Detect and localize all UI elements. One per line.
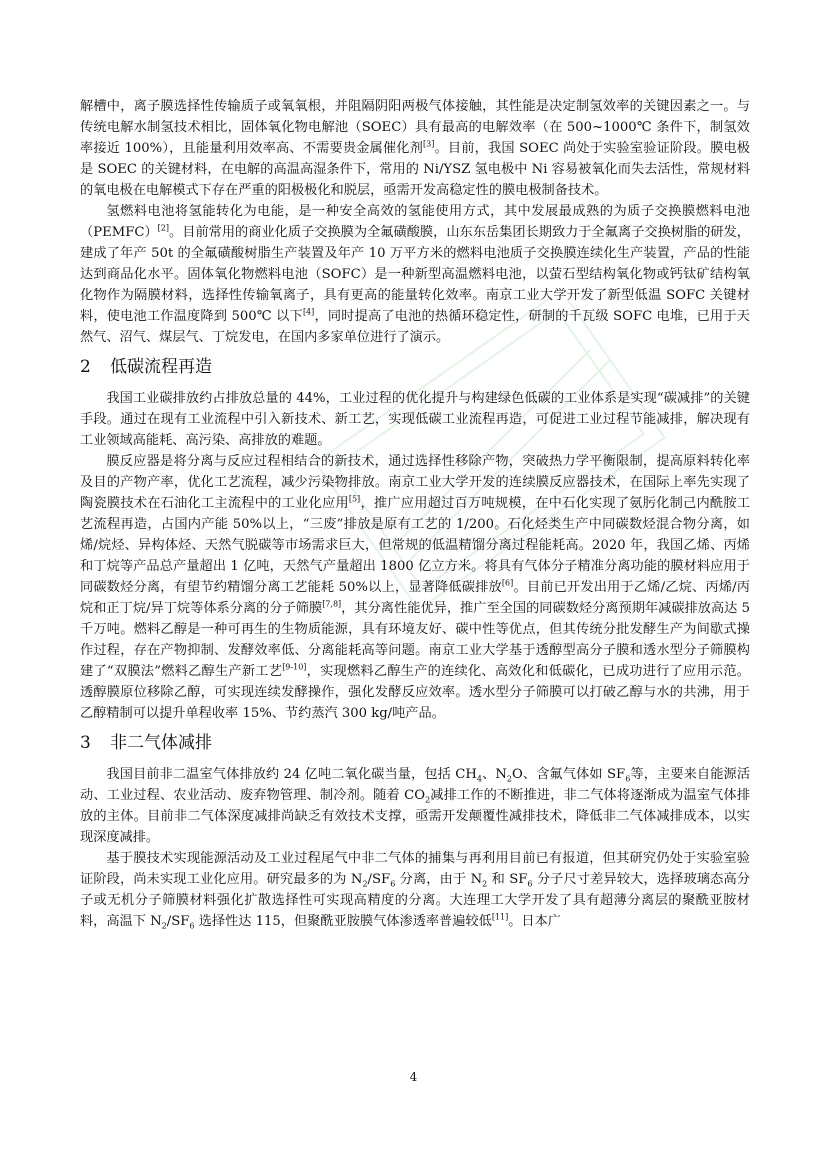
paragraph-soec: 解槽中，离子膜选择性传输质子或氧氧根，并阻隔阴阳两极气体接触，其性能是决定制氢效率的关键因素之一。与传统电解水制氢技术相比，固体氧化物电解池（SOEC）具有最高的电解效率（在 500~1000℃ 条件下，制氢效率接近 100%），且能量利用效率高、不需要贵金属催化剂[3]。目前，我国 SOEC 尚处于实验室验证阶段。膜电极是 SOEC 的关键材料，在电解的高温高湿条件下，常用的 Ni/YSZ 氢电极中 Ni 容易被氧化而失去活性，常规材料的氧电极在电解模式下存在严重的阳极极化和脱层，亟需开发高稳定性的膜电极制备技术。 bbox=[80, 99, 750, 198]
paragraph-industrial-emission: 我国工业碳排放约占排放总量的 44%，工业过程的优化提升与构建绿色低碳的工业体系是实现“碳减排”的关键手段。通过在现有工业流程中引入新技术、新工艺，实现低碳工业流程再造，可促进工业过程节能减排，解决现有工业领域高能耗、高污染、高排放的难题。 bbox=[80, 391, 750, 448]
paragraph-non-co2-gases: 我国目前非二温室气体排放约 24 亿吨二氧化碳当量，包括 $CH_4$、$N_2O$、含氟气体如 $SF_6$等，主要来自能源活动、工业过程、农业活动、废弃物管理、制冷剂。随着 $CO_2$减排工作的不断推进，非二气体将逐渐成为温室气体排放的主体。目前非二气体深度减排尚缺乏有效技术支撑，亟需开发颠覆性减排技术，降低非二气体减排成本，以实现深度减排。 bbox=[80, 767, 751, 845]
paragraph-fuel-cell: 氢燃料电池将氢能转化为电能，是一种安全高效的氢能使用方式，其中发展最成熟的为质子交换膜燃料电池（PEMFC）[2]。目前常用的商业化质子交换膜为全氟磺酸膜，山东东岳集团长期致力于全氟离子交换树脂的研发，建成了年产 50t 的全氟磺酸树脂生产装置及年产 10 万平方米的燃料电池质子交换膜连续化生产装置，产品的性能达到商品化水平。固体氧化物燃料电池（SOFC）是一种新型高温燃料电池，以萤石型结构氧化物或钙钛矿结构氧化物作为隔膜材料，选择性传输氧离子，具有更高的能量转化效率。南京工业大学开发了新型低温 SOFC 关键材料，使电池工作温度降到 500℃ 以下[4]，同时提高了电池的热循环稳定性，研制的千瓦级 SOFC 电堆，已用于天然气、沼气、煤层气、丁烷发电，在国内多家单位进行了演示。 bbox=[80, 204, 750, 345]
paragraph-membrane-reactor: 膜反应器是将分离与反应过程相结合的新技术，通过选择性移除产物，突破热力学平衡限制，提高原料转化率及目的产物产率，优化工艺流程，减少污染物排放。南京工业大学开发的连续膜反应器技术，在国际上率先实现了陶瓷膜技术在石油化工主流程中的工业化应用[5]，推广应用超过百万吨规模，在中石化实现了氨肟化制己内酰胺工艺流程再造，占国内产能 50%以上，“三废”排放是原有工艺的 1/200。石化烃类生产中同碳数烃混合物分离，如烯/烷烃、异构体烃、天然气脱碳等市场需求巨大，但常规的低温精馏分离过程能耗高。2020 年，我国乙烯、丙烯和丁烷等产品总产量超出 1 亿吨，天然气产量超出 1800 亿立方米。将具有气体分子精准分离功能的膜材料应用于同碳数烃分离，有望节约精馏分离工艺能耗 50%以上，显著降低碳排放[6]。目前已开发出用于乙烯/乙烷、丙烯/丙烷和正丁烷/异丁烷等体系分离的分子筛膜[7,8]，其分离性能优异，推广至全国的同碳数烃分离预期年减碳排放高达 5 千万吨。燃料乙醇是一种可再生的生物质能源，具有环境友好、碳中性等优点，但其传统分批发酵生产为间歇式操作过程，存在产物抑制、发酵效率低、分离能耗高等问题。南京工业大学基于透醇型高分子膜和透水型分子筛膜构建了“双膜法”燃料乙醇生产新工艺[9-10]，实现燃料乙醇生产的连续化、高效化和低碳化，已成功进行了应用示范。透醇膜原位移除乙醇，可实现连续发酵操作，强化发酵反应效率。透水型分子筛膜可以打破乙醇与水的共沸，用于乙醇精制可以提升单程收率 15%、节约蒸汽 300 kg/吨产品。 bbox=[80, 454, 751, 721]
section-heading-2: 2 低碳流程再造 bbox=[80, 357, 212, 377]
page-number: 4 bbox=[409, 1070, 418, 1084]
section-heading-3: 3 非二气体减排 bbox=[80, 733, 212, 753]
body-text bbox=[80, 96, 750, 932]
paragraph-membrane-capture: 基于膜技术实现能源活动及工业过程尾气中非二气体的捕集与再利用目前已有报道，但其研究仍处于实验室验证阶段，尚未实现工业化应用。研究最多的为 $N_2/SF_6$ 分离，由于 $N_2$ 和 $SF_6$ 分子尺寸差异较大，选择玻璃态高分子或无机分子筛膜材料强化扩散选择性可实现高精度的分离。大连理工大学开发了具有超薄分离层的聚酰亚胺材料，高温下 $N_2/SF_6$ 选择性达 115，但聚酰亚胺膜气体渗透率普遍较低[11]。日本广 bbox=[80, 851, 750, 931]
